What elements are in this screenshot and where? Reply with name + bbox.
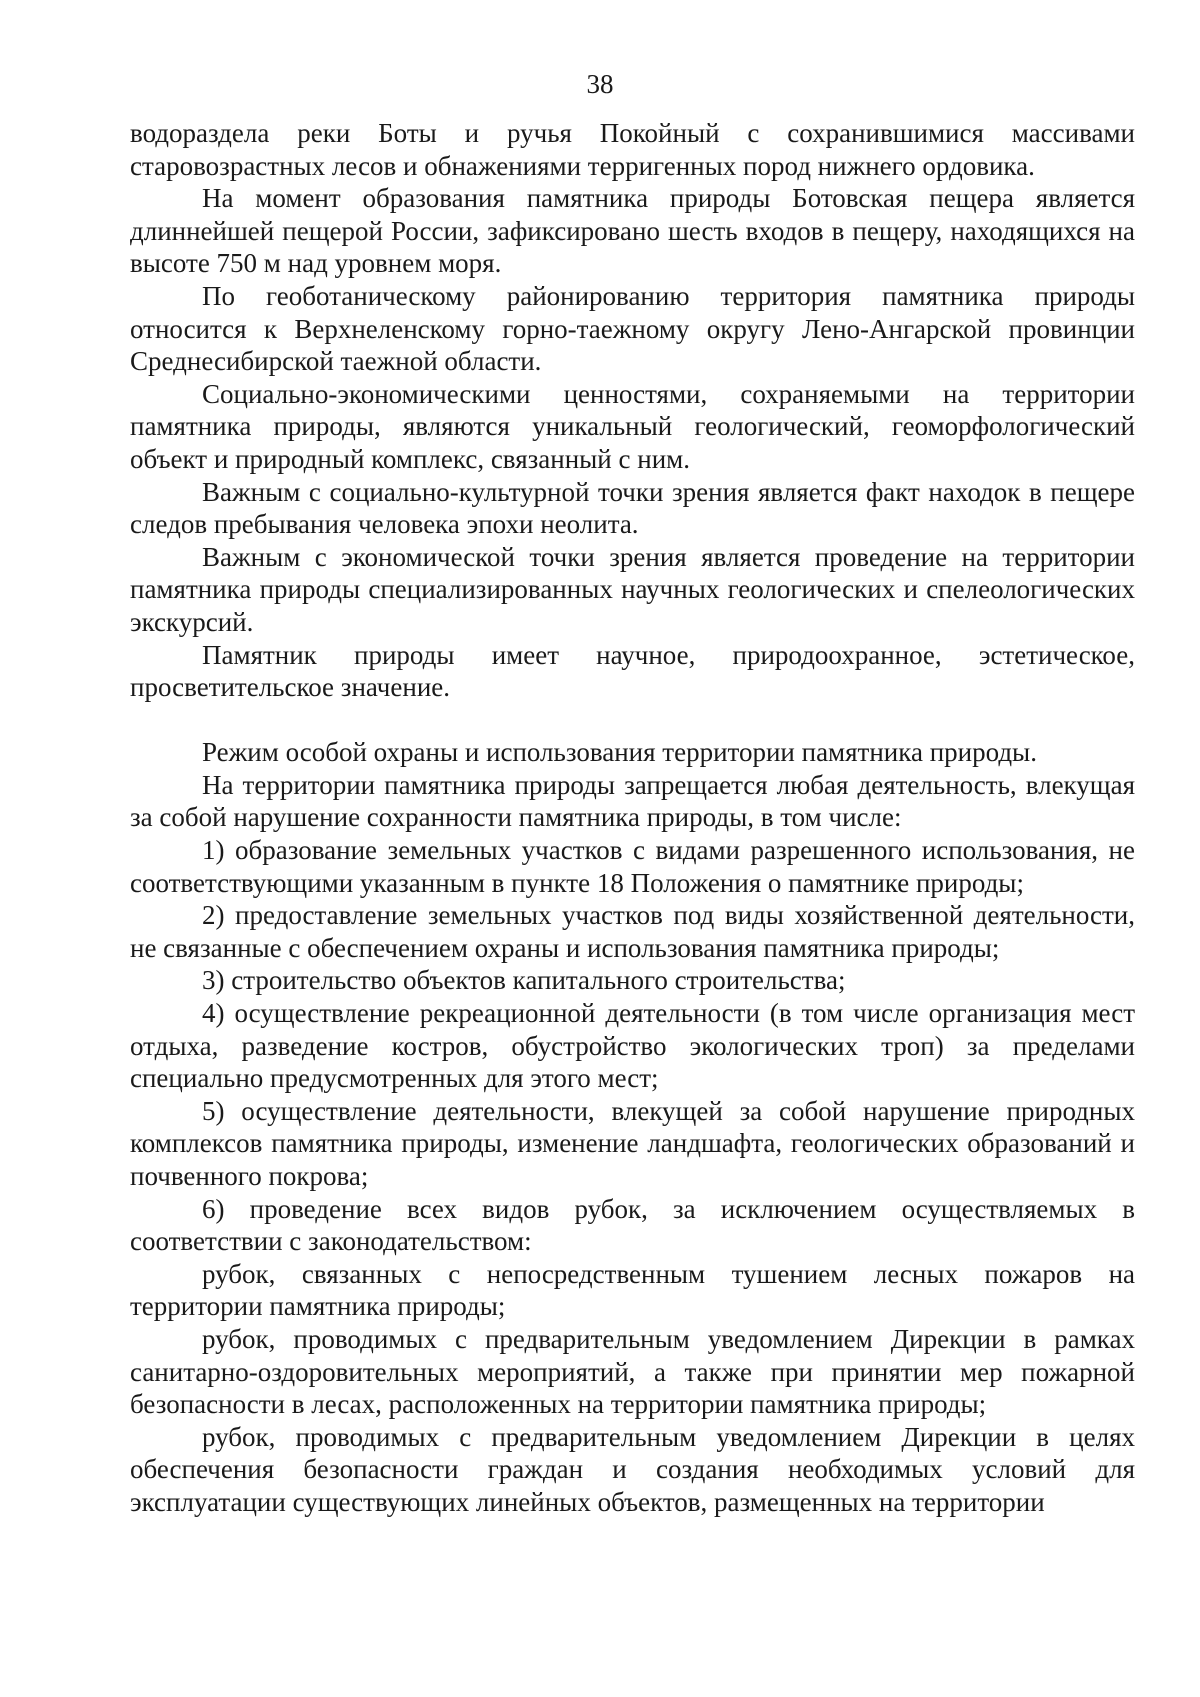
list-item-3: 3) строительство объектов капитального строительства; <box>202 965 846 996</box>
list-item-1: 1) образование земельных участков с видами разрешенного использования, не соответствующими указанным в пункте 18 Положения о памятнике природы; <box>130 835 1135 898</box>
sub-item-fire-fighting-logging: рубок, связанных с непосредственным тушением лесных пожаров на территории памятника природы; <box>130 1258 1135 1322</box>
list-item-4: 4) осуществление рекреационной деятельности (в том числе организация мест отдыха, разведение костров, обустройство экологических троп) за пределами специально предусмотренных для этого мест; <box>130 998 1135 1094</box>
document-body <box>130 117 1135 1519</box>
paragraph-socio-cultural-importance: Важным с социально-культурной точки зрения является факт находок в пещере следов пребывания человека эпохи неолита. <box>130 476 1135 540</box>
sub-item-safety-logging: рубок, проводимых с предварительным уведомлением Дирекции в целях обеспечения безопасности граждан и создания необходимых условий для эксплуатации существующих линейных объектов, размещенных на территории <box>130 1421 1135 1517</box>
paragraph-cave-description: На момент образования памятника природы Ботовская пещера является длиннейшей пещерой России, зафиксировано шесть входов в пещеру, находящихся на высоте 750 м над уровнем моря. <box>130 183 1135 279</box>
page-number: 38 <box>586 69 614 99</box>
paragraph-socio-economic-values: Социально-экономическими ценностями, сохраняемыми на территории памятника природы, являются уникальный геологический, геоморфологический объект и природный комплекс, связанный с ним. <box>130 378 1135 474</box>
paragraph-economic-importance: Важным с экономической точки зрения является проведение на территории памятника природы специализированных научных геологических и спелеологических экскурсий. <box>130 541 1135 637</box>
section-gap <box>130 704 1135 737</box>
paragraph-geobotanical-zoning: По геоботаническому районированию территория памятника природы относится к Верхнеленскому горно-таежному округу Лено-Ангарской провинции Среднесибирской таежной области. <box>130 280 1135 377</box>
list-item-5: 5) осуществление деятельности, влекущей за собой нарушение природных комплексов памятника природы, изменение ландшафта, геологических образований и почвенного покрова; <box>130 1095 1135 1191</box>
list-item-2: 2) предоставление земельных участков под виды хозяйственной деятельности, не связанные с обеспечением охраны и использования памятника природы; <box>130 900 1135 963</box>
paragraph-continuation: водораздела реки Боты и ручья Покойный с сохранившимися массивами старовозрастных лесов и обнажениями терригенных пород нижнего ордовика. <box>130 118 1135 181</box>
list-item-6: 6) проведение всех видов рубок, за исключением осуществляемых в соответствии с законодательством: <box>130 1193 1135 1257</box>
paragraph-significance: Памятник природы имеет научное, природоохранное, эстетическое, просветительское значение. <box>130 639 1135 703</box>
section-heading-protection-regime: Режим особой охраны и использования территории памятника природы. <box>202 737 1037 768</box>
paragraph-prohibitions-intro: На территории памятника природы запрещается любая деятельность, влекущая за собой нарушение сохранности памятника природы, в том числе: <box>130 769 1135 833</box>
sub-item-sanitary-logging: рубок, проводимых с предварительным уведомлением Дирекции в рамках санитарно-оздоровительных мероприятий, а также при принятии мер пожарной безопасности в лесах, расположенных на территории памятника природы; <box>130 1323 1135 1420</box>
